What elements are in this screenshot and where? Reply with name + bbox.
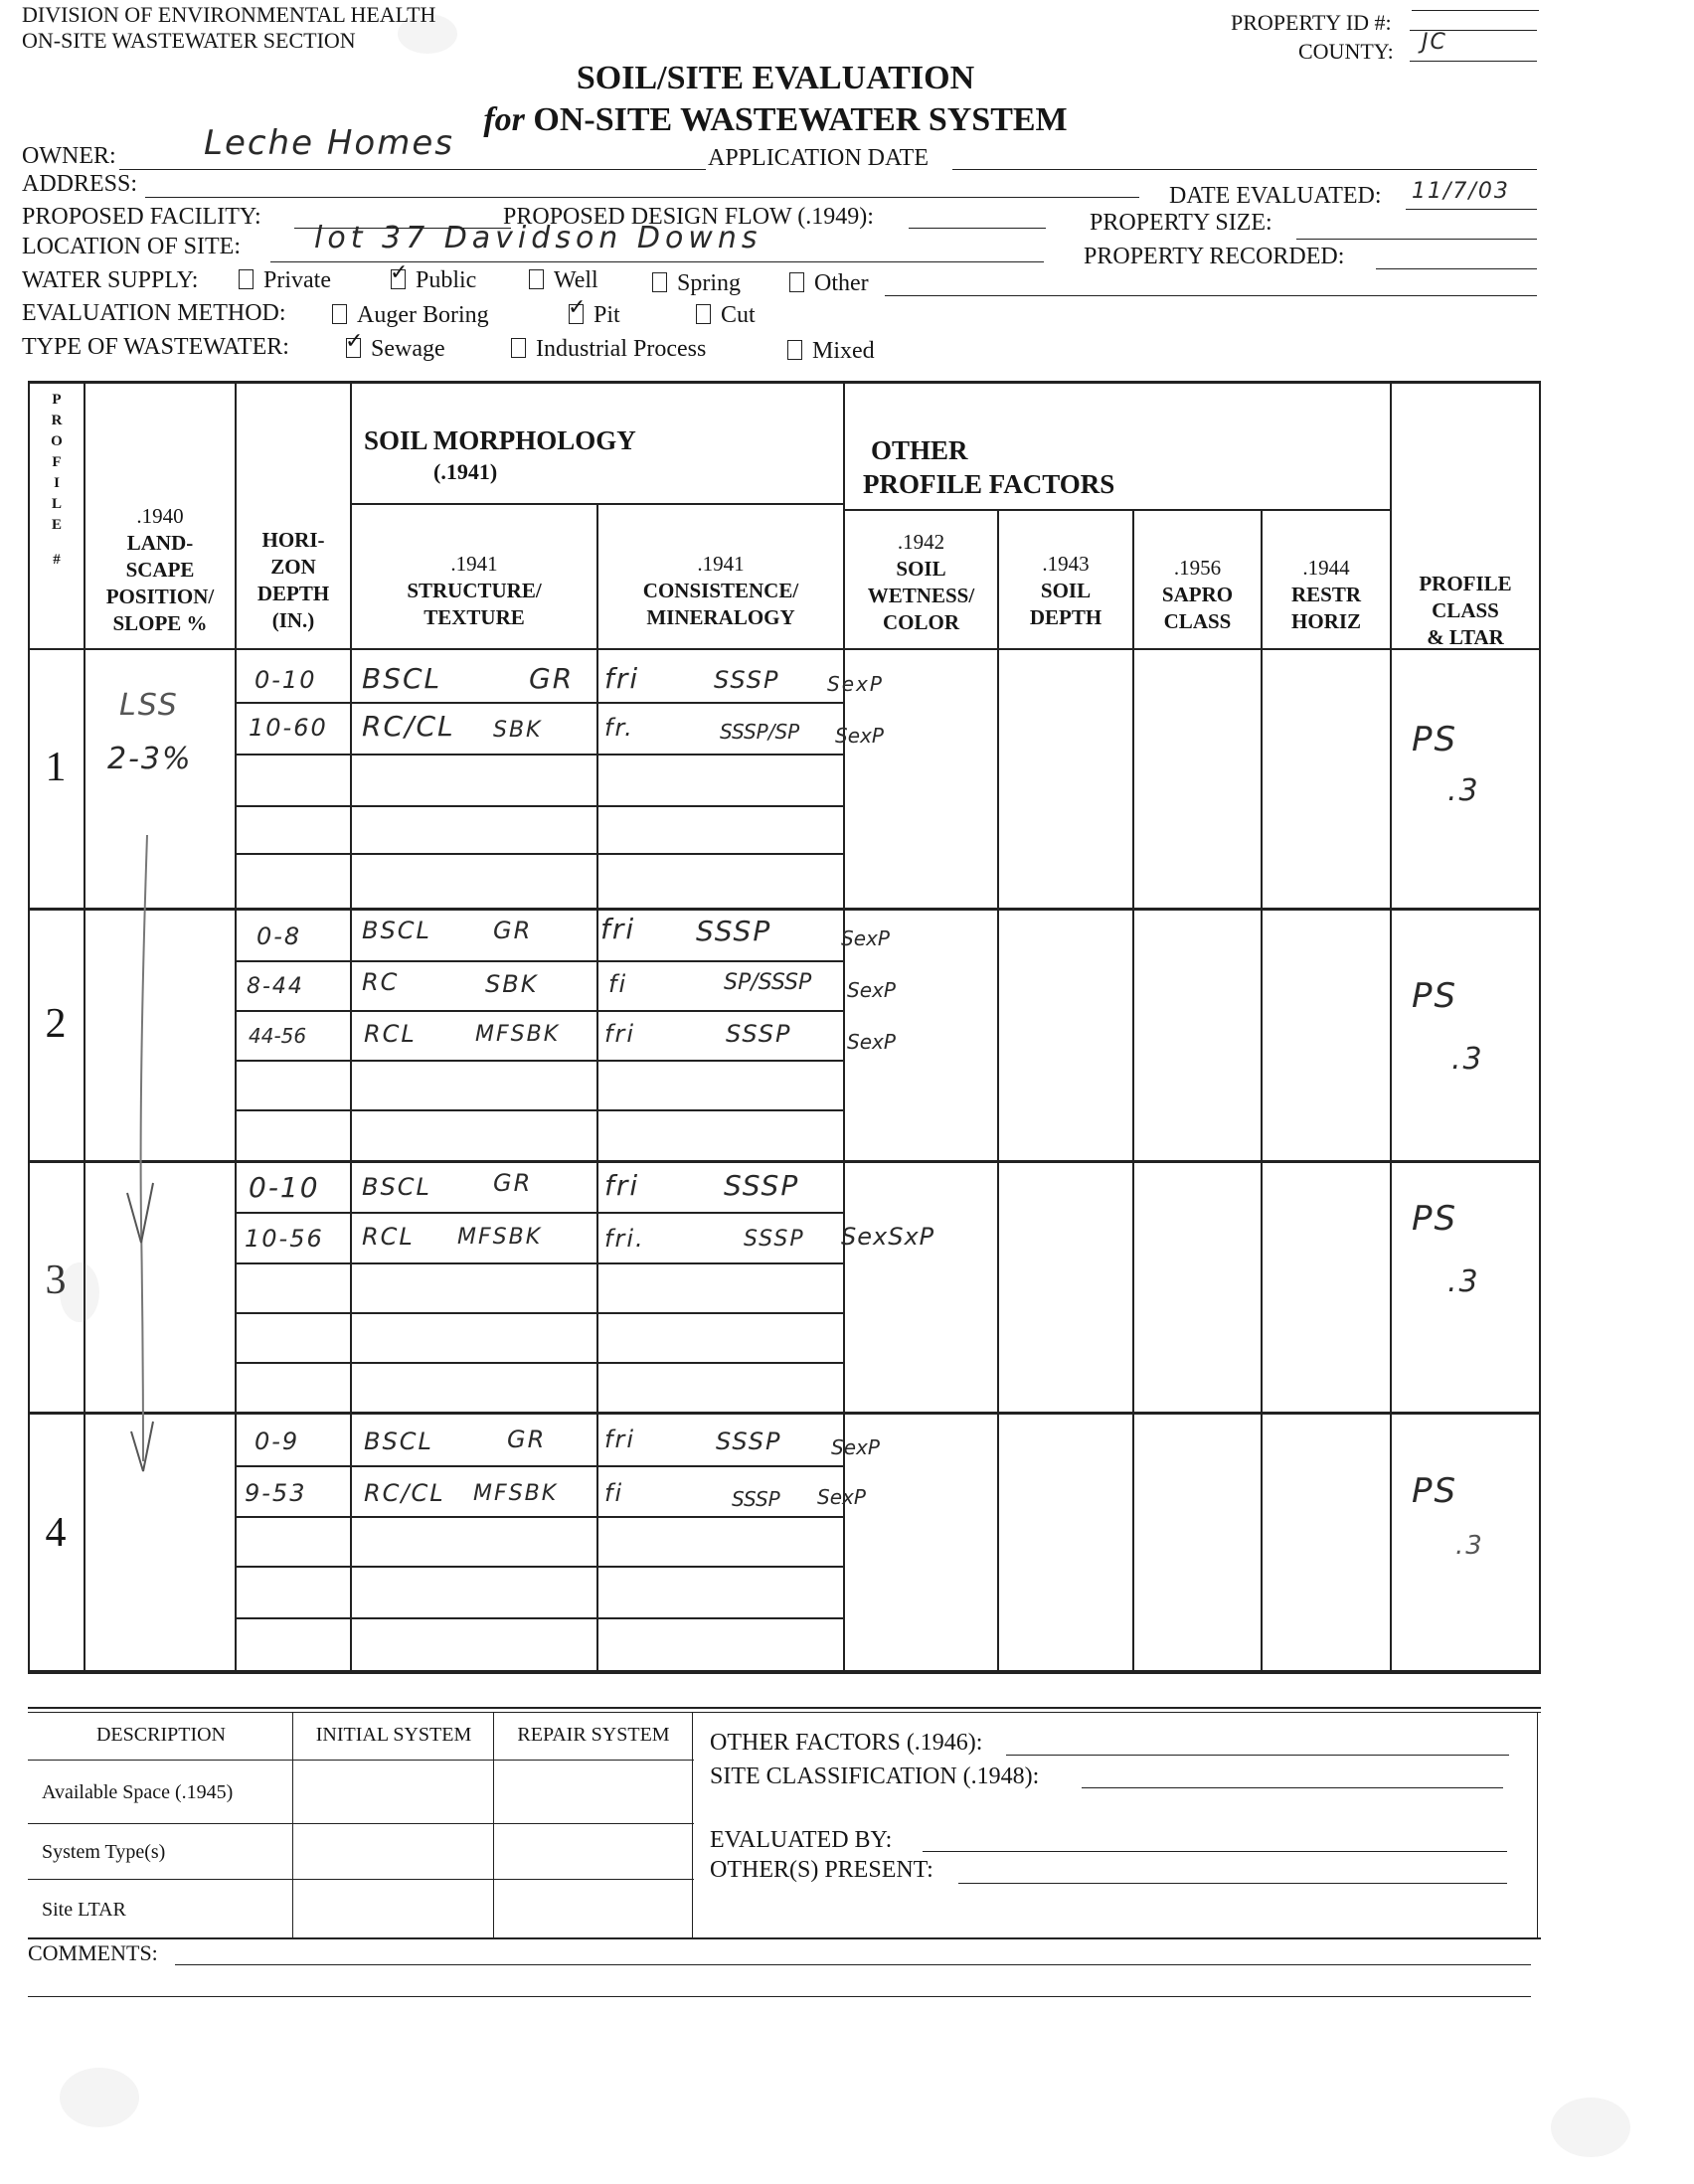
property-recorded-label: PROPERTY RECORDED:	[1084, 244, 1345, 269]
site-classification-label: SITE CLASSIFICATION (.1948):	[710, 1764, 1040, 1789]
consistence: fri	[600, 913, 636, 945]
structure-texture-header: .1941 STRUCTURE/ TEXTURE	[407, 552, 542, 629]
location-value: lot 37 Davidson Downs	[314, 221, 762, 255]
site-classification-field[interactable]	[1082, 1787, 1503, 1788]
profile-class: PS	[1412, 720, 1458, 759]
waste-industrial-option[interactable]: Industrial Process	[511, 336, 706, 363]
soil-wetness: SexP	[827, 672, 884, 696]
property-size-label: PROPERTY SIZE:	[1090, 210, 1272, 236]
texture: MFSBK	[457, 1225, 543, 1250]
method-cut-option[interactable]: Cut	[696, 302, 756, 329]
comments-label: COMMENTS:	[28, 1940, 158, 1965]
design-flow-field[interactable]	[909, 228, 1046, 229]
mineralogy: SP/SSSP	[724, 970, 812, 995]
others-present-label: OTHER(S) PRESENT:	[710, 1857, 933, 1883]
scan-speckle	[60, 1262, 99, 1322]
waste-mixed-checkbox[interactable]	[787, 340, 802, 360]
landscape-arrow-icon	[109, 825, 169, 1481]
mineralogy: SSSP	[714, 666, 780, 694]
section-name: ON-SITE WASTEWATER SECTION	[22, 28, 356, 53]
water-well-option[interactable]: Well	[529, 267, 598, 294]
summary-bottom	[28, 1937, 1541, 1939]
form-subtitle-for: for	[483, 101, 525, 138]
waste-industrial-checkbox[interactable]	[511, 338, 526, 358]
horizon-depth: 8-44	[247, 974, 304, 999]
restr-horiz-header: .1944 RESTR HORIZ	[1290, 556, 1362, 633]
summary-row-line	[28, 1823, 694, 1824]
consistence: fi	[608, 970, 628, 998]
water-public-checkbox[interactable]	[391, 269, 406, 289]
row-line	[235, 1109, 845, 1111]
others-present-field[interactable]	[958, 1883, 1507, 1884]
water-public-option[interactable]: ✓ Public	[391, 267, 476, 294]
method-auger-option[interactable]: Auger Boring	[332, 302, 489, 329]
location-label: LOCATION OF SITE:	[22, 234, 241, 259]
soil-morph-divider	[350, 503, 843, 505]
summary-top	[28, 1707, 1541, 1709]
consistence: fri	[604, 1169, 640, 1202]
texture: MFSBK	[473, 1481, 559, 1506]
comments-line[interactable]	[28, 1996, 1531, 1997]
profile-separator	[28, 908, 1541, 911]
soil-wetness: SexSxP	[841, 1223, 935, 1251]
row-line	[235, 1262, 845, 1264]
row-line	[235, 1212, 845, 1214]
structure: BSCL	[364, 1428, 433, 1455]
horizon-depth: 0-8	[256, 923, 302, 950]
property-recorded-field[interactable]	[1376, 268, 1537, 269]
date-evaluated-value: 11/7/03	[1412, 179, 1510, 204]
division-name: DIVISION OF ENVIRONMENTAL HEALTH	[22, 2, 436, 27]
owner-label: OWNER:	[22, 143, 116, 169]
summary-row-line	[28, 1760, 694, 1761]
row-line	[235, 1617, 845, 1619]
texture: GR	[529, 662, 575, 695]
structure: BSCL	[362, 917, 431, 944]
horizon-depth: 44-56	[249, 1024, 307, 1048]
system-types-label: System Type(s)	[42, 1841, 166, 1863]
county-label: COUNTY:	[1298, 39, 1394, 64]
summary-top-double	[28, 1712, 1541, 1713]
slope-percent: 2-3%	[107, 742, 193, 776]
profile-number: 2	[45, 1001, 67, 1047]
horizon-depth: 0-9	[254, 1428, 300, 1455]
mineralogy: SSSP/SP	[720, 720, 800, 744]
soil-wetness: SexP	[831, 1435, 880, 1459]
summary-col-sep	[493, 1712, 494, 1937]
structure: RC	[362, 968, 400, 996]
mineralogy: SSSP	[724, 1169, 800, 1202]
profile-number: 3	[45, 1258, 67, 1303]
water-other-field[interactable]	[885, 295, 1537, 296]
table-top-border	[28, 381, 1541, 384]
consistence: fri	[604, 1020, 635, 1048]
structure: BSCL	[362, 1173, 431, 1201]
date-evaluated-field[interactable]	[1406, 209, 1537, 210]
landscape-header: .1940 LAND- SCAPE POSITION/ SLOPE %	[105, 504, 215, 635]
profile-number: 1	[45, 745, 67, 790]
soil-wetness: SexP	[841, 926, 890, 950]
row-line	[235, 754, 845, 756]
consistence: fri.	[604, 1225, 645, 1253]
method-pit-checkbox[interactable]	[569, 304, 584, 324]
agency-header	[22, 2, 435, 54]
comments-field[interactable]	[175, 1964, 1531, 1965]
texture: GR	[493, 1169, 533, 1197]
owner-value: Leche Homes	[204, 123, 454, 163]
summary-description-header: DESCRIPTION	[95, 1724, 226, 1746]
header-bottom	[28, 648, 1541, 650]
row-line	[235, 1010, 845, 1012]
texture: GR	[493, 917, 533, 944]
horizon-depth: 10-56	[245, 1225, 324, 1253]
proposed-facility-label: PROPOSED FACILITY:	[22, 204, 261, 230]
row-line	[235, 1566, 845, 1568]
soil-morphology-code: (.1941)	[433, 459, 498, 484]
horizon-depth: 0-10	[249, 1171, 320, 1204]
address-field[interactable]	[145, 197, 1139, 198]
water-private-checkbox[interactable]	[239, 269, 254, 289]
mineralogy: SSSP	[732, 1487, 780, 1511]
waste-mixed-option[interactable]: Mixed	[787, 338, 875, 365]
profile-ltar: .3	[1447, 1264, 1480, 1299]
soil-wetness: SexP	[847, 1030, 896, 1054]
application-date-label: APPLICATION DATE	[708, 145, 929, 171]
horizon-depth: 0-10	[254, 666, 317, 694]
soil-wetness: SexP	[817, 1485, 866, 1509]
row-line	[235, 1516, 845, 1518]
structure: RCL	[362, 1223, 415, 1251]
consistence: fri	[604, 1426, 635, 1453]
texture: SBK	[493, 718, 543, 743]
other-factors-field[interactable]	[1006, 1755, 1509, 1756]
scan-speckle	[1551, 2098, 1630, 2157]
location-field[interactable]	[270, 261, 1044, 262]
form-subtitle-text: ON-SITE WASTEWATER SYSTEM	[533, 101, 1068, 138]
application-date-field[interactable]	[952, 169, 1537, 170]
profile-ltar: .3	[1451, 1042, 1484, 1077]
evaluated-by-label: EVALUATED BY:	[710, 1827, 893, 1853]
profile-class: PS	[1412, 1471, 1458, 1511]
sapro-class-header: .1956 SAPRO CLASS	[1161, 556, 1234, 633]
profile-class-header: PROFILE CLASS & LTAR	[1419, 572, 1512, 649]
row-line	[235, 805, 845, 807]
consistence: fi	[604, 1479, 624, 1507]
consistence: fri	[604, 662, 640, 695]
date-evaluated-label: DATE EVALUATED:	[1169, 183, 1382, 209]
consistence: fr.	[604, 714, 634, 742]
structure: RCL	[364, 1020, 417, 1048]
soil-wetness: SexP	[847, 978, 896, 1002]
col-sep	[1261, 509, 1263, 1673]
scan-speckle	[398, 14, 457, 54]
evaluated-by-field[interactable]	[923, 1851, 1507, 1852]
summary-initial-header: INITIAL SYSTEM	[315, 1724, 472, 1746]
texture: MFSBK	[475, 1022, 561, 1047]
structure: RC/CL	[364, 1479, 445, 1507]
scan-speckle	[60, 2068, 139, 2127]
water-spring-checkbox[interactable]	[652, 272, 667, 292]
landscape-position: LSS	[119, 688, 179, 723]
mineralogy: SSSP	[744, 1227, 805, 1252]
consistence-mineralogy-header: .1941 CONSISTENCE/ MINERALOGY	[642, 552, 799, 629]
profile-ltar: .3	[1455, 1531, 1484, 1561]
structure: RC/CL	[362, 710, 455, 743]
available-space-label: Available Space (.1945)	[42, 1781, 234, 1803]
wastewater-type-label: TYPE OF WASTEWATER:	[22, 334, 289, 360]
other-factors-divider	[843, 509, 1392, 511]
profile-class: PS	[1412, 976, 1458, 1016]
profile-separator	[28, 1412, 1541, 1415]
evaluation-method-label: EVALUATION METHOD:	[22, 300, 286, 326]
col-sep	[596, 505, 598, 1673]
water-other-option[interactable]: Other	[789, 270, 869, 297]
soil-morphology-header: SOIL MORPHOLOGY	[364, 425, 636, 455]
top-rule	[1412, 10, 1539, 11]
waste-sewage-option[interactable]: ✓ Sewage	[346, 336, 445, 363]
texture: GR	[507, 1426, 547, 1453]
summary-row-line	[28, 1879, 694, 1880]
profile-ltar: .3	[1447, 773, 1480, 808]
horizon-depth-header: HORI- ZON DEPTH (IN.)	[256, 528, 330, 632]
property-id-label: PROPERTY ID #:	[1231, 10, 1392, 35]
table-right-border	[1539, 381, 1541, 1673]
property-size-field[interactable]	[1296, 239, 1537, 240]
soil-depth-header: .1943 SOIL DEPTH	[1029, 552, 1102, 629]
soil-wetness-header: .1942 SOIL WETNESS/ COLOR	[867, 530, 975, 634]
form-title: SOIL/SITE EVALUATION	[576, 60, 975, 96]
mineralogy: SSSP	[696, 915, 772, 947]
county-value: JC	[1422, 30, 1447, 55]
method-cut-checkbox[interactable]	[696, 304, 711, 324]
row-line	[235, 702, 845, 704]
water-other-checkbox[interactable]	[789, 272, 804, 292]
method-auger-checkbox[interactable]	[332, 304, 347, 324]
site-ltar-label: Site LTAR	[42, 1899, 126, 1921]
table-left-border	[28, 381, 30, 1673]
horizon-depth: 9-53	[245, 1479, 307, 1507]
address-label: ADDRESS:	[22, 171, 138, 197]
water-supply-label: WATER SUPPLY:	[22, 267, 199, 293]
water-spring-option[interactable]: Spring	[652, 270, 741, 297]
other-factors-label: OTHER FACTORS (.1946):	[710, 1730, 983, 1756]
profile-number: 4	[45, 1510, 67, 1556]
method-pit-option[interactable]: ✓ Pit	[569, 302, 620, 329]
profile-class: PS	[1412, 1199, 1458, 1239]
row-line	[235, 1362, 845, 1364]
summary-col-sep	[292, 1712, 293, 1937]
row-line	[235, 853, 845, 855]
summary-repair-header: REPAIR SYSTEM	[517, 1724, 670, 1746]
profile-separator	[28, 1160, 1541, 1163]
water-well-checkbox[interactable]	[529, 269, 544, 289]
summary-col-sep	[692, 1712, 693, 1937]
structure: BSCL	[362, 662, 442, 695]
horizon-depth: 10-60	[249, 714, 328, 742]
waste-sewage-checkbox[interactable]	[346, 338, 361, 358]
mineralogy: SSSP	[716, 1428, 782, 1455]
row-line	[235, 1060, 845, 1062]
row-line	[235, 1312, 845, 1314]
proposed-design-flow-label: PROPOSED DESIGN FLOW (.1949):	[503, 204, 874, 230]
other-profile-factors-header: OTHER PROFILE FACTORS	[863, 435, 1115, 499]
col-sep	[1132, 509, 1134, 1673]
col-sep	[997, 509, 999, 1673]
summary-right	[1537, 1712, 1538, 1937]
row-line	[235, 960, 845, 962]
table-bottom-border	[28, 1670, 1541, 1674]
mineralogy: SSSP	[726, 1020, 792, 1048]
row-line	[235, 1465, 845, 1467]
water-private-option[interactable]: Private	[239, 267, 331, 294]
profile-number-header: P R O F I L E #	[51, 392, 63, 568]
owner-field[interactable]	[119, 169, 706, 170]
texture: SBK	[485, 970, 539, 998]
soil-wetness: SexP	[835, 724, 884, 748]
